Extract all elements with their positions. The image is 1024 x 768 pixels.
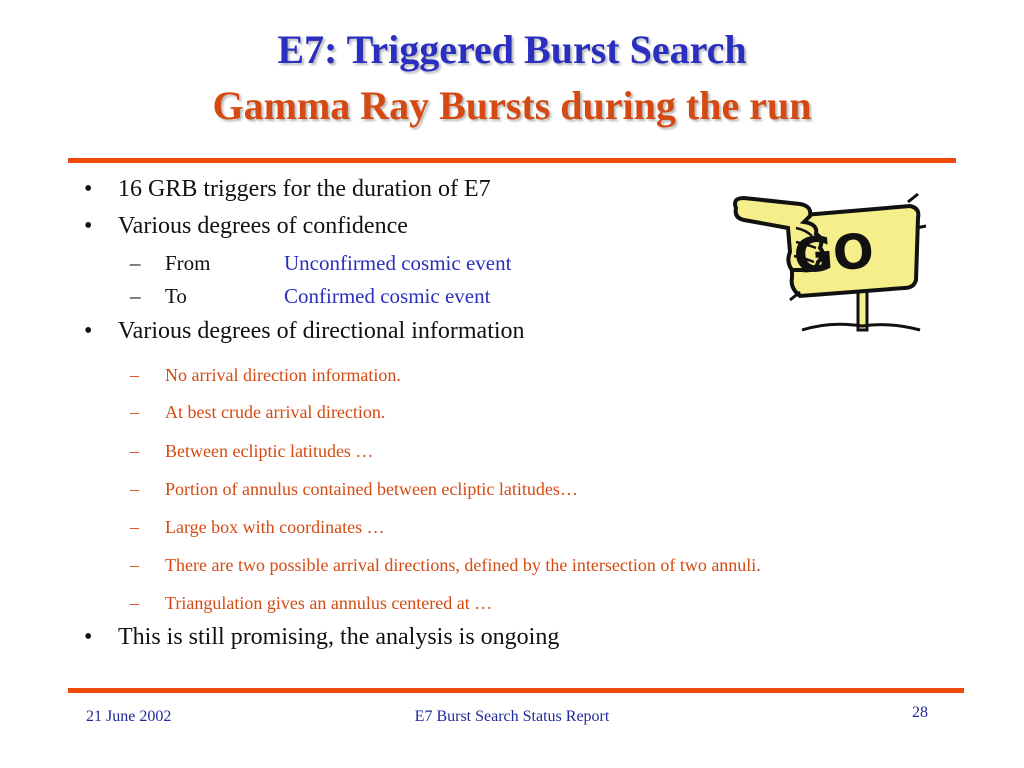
sub-item-label: From bbox=[165, 251, 211, 275]
dash-glyph: – bbox=[130, 365, 139, 385]
dash-glyph: – bbox=[130, 251, 141, 275]
dash-glyph: – bbox=[130, 479, 139, 499]
dash-glyph: – bbox=[130, 402, 139, 422]
bullet-text: 16 GRB triggers for the duration of E7 bbox=[118, 176, 491, 202]
dash-glyph: – bbox=[130, 555, 139, 575]
sub-item-value: Unconfirmed cosmic event bbox=[284, 251, 512, 275]
directional-item-text: No arrival direction information. bbox=[165, 365, 401, 385]
bullet-text: Various degrees of directional information bbox=[118, 318, 525, 344]
dash-glyph: – bbox=[130, 441, 139, 461]
sign-text: GO bbox=[791, 223, 876, 285]
bullet-glyph: • bbox=[84, 318, 93, 344]
go-sign-pointing-hand-icon bbox=[730, 188, 930, 338]
sub-item-label: To bbox=[165, 284, 187, 308]
directional-item-text: Large box with coordinates … bbox=[165, 517, 385, 537]
bullet-text: Various degrees of confidence bbox=[118, 213, 408, 239]
slide-subtitle: Gamma Ray Bursts during the run bbox=[212, 83, 812, 128]
directional-item-text: There are two possible arrival directions, defined by the intersection of two annuli. bbox=[165, 555, 761, 575]
page-number: 28 bbox=[912, 704, 928, 721]
slide-title: E7: Triggered Burst Search bbox=[277, 27, 747, 72]
sub-item-value: Confirmed cosmic event bbox=[284, 284, 491, 308]
footer-date: 21 June 2002 bbox=[86, 708, 172, 725]
bullet-glyph: • bbox=[84, 176, 93, 202]
bottom-divider bbox=[68, 688, 964, 693]
directional-item-text: Triangulation gives an annulus centered at … bbox=[165, 593, 493, 613]
dash-glyph: – bbox=[130, 593, 139, 613]
bullet-text: This is still promising, the analysis is ongoing bbox=[118, 624, 560, 650]
dash-glyph: – bbox=[130, 284, 141, 308]
directional-item-text: At best crude arrival direction. bbox=[165, 402, 386, 422]
dash-glyph: – bbox=[130, 517, 139, 537]
directional-item-text: Portion of annulus contained between ecliptic latitudes… bbox=[165, 479, 578, 499]
footer-title: E7 Burst Search Status Report bbox=[414, 708, 610, 725]
bullet-glyph: • bbox=[84, 624, 93, 650]
bullet-glyph: • bbox=[84, 213, 93, 239]
directional-item-text: Between ecliptic latitudes … bbox=[165, 441, 374, 461]
